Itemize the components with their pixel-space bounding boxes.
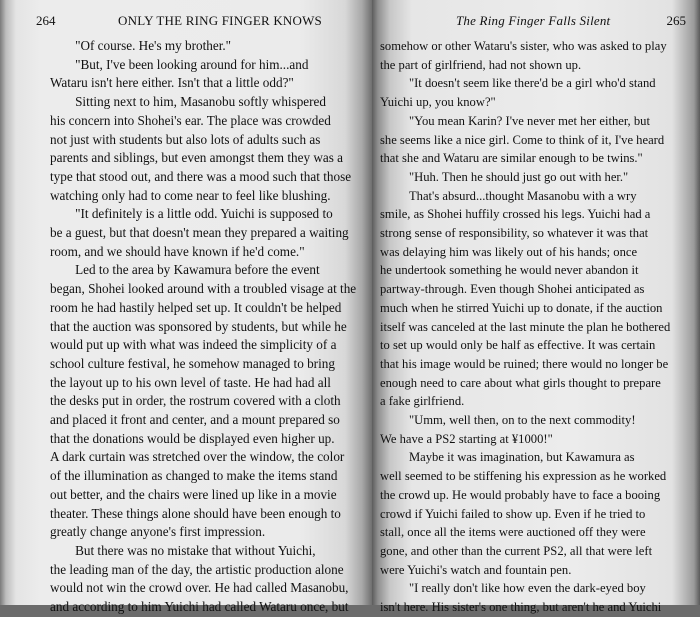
text-line: Maybe it was imagination, but Kawamura as xyxy=(408,450,635,465)
left-page-header xyxy=(36,13,360,37)
text-line: type that stood out, and there was a mood such that those xyxy=(50,168,352,184)
text-line: out better, and the chairs were lined up like in a movie xyxy=(50,486,337,502)
text-line: strong sense of responsibility, so whatever it was that xyxy=(380,226,649,241)
text-line: somehow or other Wataru's sister, who was asked to play xyxy=(380,39,667,53)
text-line: "But, I've been looking around for him...and xyxy=(75,56,309,72)
right-page-header xyxy=(380,13,692,37)
left-running-title: ONLY THE RING FINGER KNOWS xyxy=(118,13,322,28)
text-line: A dark curtain was stretched over the window, the color xyxy=(50,449,345,465)
right-running-title: The Ring Finger Falls Silent xyxy=(456,13,611,28)
text-line: that the auction was sponsored by students, but while he xyxy=(50,318,347,334)
right-page-number: 265 xyxy=(666,13,686,28)
text-line: would not win the crowd over. He had called Masanobu, xyxy=(50,580,349,596)
text-line: smile, as Shohei huffily crossed his legs. Yuichi had a xyxy=(380,207,651,222)
text-line: to set up would only be half as effective. It was certain xyxy=(380,338,656,353)
text-line: the desks put in order, the rostrum covered with a cloth xyxy=(50,393,341,409)
text-line: began, Shohei looked around with a troubled visage at the xyxy=(50,281,357,297)
text-line: and according to him Yuichi had called Wataru once, but xyxy=(50,599,349,615)
text-line: the layout up to his own level of taste. He had had all xyxy=(50,374,331,390)
text-line: much when he stirred Yuichi up to donate, if the auction xyxy=(380,300,663,315)
text-line: stall, once all the items were auctioned off they were xyxy=(380,525,646,540)
text-line: That's absurd...thought Masanobu with a wry xyxy=(408,188,637,203)
text-line: be a guest, but that doesn't mean they prepared a waiting xyxy=(50,225,349,241)
text-line: would put up with what was indeed the simplicity of a xyxy=(50,337,337,353)
text-line: "You mean Karin? I've never met her either, but xyxy=(408,113,650,128)
text-line: "It definitely is a little odd. Yuichi is supposed to xyxy=(75,206,333,222)
text-line: Wataru isn't here either. Isn't that a little odd?" xyxy=(50,75,294,91)
text-line: But there was no mistake that without Yuichi, xyxy=(75,542,316,558)
text-line: We have a PS2 starting at ¥1000!" xyxy=(380,431,553,446)
text-line: a fake girlfriend. xyxy=(380,394,465,409)
text-line: crowd if Yuichi failed to show up. Even if he tried to xyxy=(380,506,646,521)
text-line: school culture festival, he somehow managed to bring xyxy=(50,355,335,371)
text-line: of the illumination as changed to make the items stand xyxy=(50,468,338,484)
text-line: theater. These things alone should have been enough to xyxy=(50,505,341,521)
text-line: he undertook something he would never abandon it xyxy=(380,263,639,278)
text-line: room, and we should have known if he'd come." xyxy=(50,243,305,259)
text-line: the leading man of the day, the artistic production alone xyxy=(50,561,344,577)
text-line: the part of girlfriend, had not shown up. xyxy=(380,57,582,72)
text-line: Yuichi up, you know?" xyxy=(380,95,496,110)
text-line: and placed it front and center, and a mount prepared so xyxy=(50,412,340,428)
text-line: itself was canceled at the last minute the plan he bothered xyxy=(380,319,671,334)
text-line: partway-through. Even though Shohei anticipated as xyxy=(380,282,645,297)
text-line: "I really don't like how even the dark-eyed boy xyxy=(408,581,646,596)
text-line: watching only had to come near to feel like blushing. xyxy=(50,187,331,203)
text-line: that the donations would be displayed even higher up. xyxy=(50,430,335,446)
text-line: that his image would be ruined; there would no longer be xyxy=(380,356,669,371)
text-line: enough need to care about what girls thought to prepare xyxy=(380,375,661,390)
text-line: well seemed to be stiffening his expression as he worked xyxy=(380,469,667,484)
text-line: were Yuichi's watch and fountain pen. xyxy=(380,562,572,577)
text-line: "Of course. He's my brother." xyxy=(75,38,232,53)
text-line: the crowd up. He would probably have to face a booing xyxy=(380,487,661,502)
text-line: "It doesn't seem like there'd be a girl who'd stand xyxy=(408,76,656,91)
text-line: isn't here. His sister's one thing, but aren't he and Yuichi xyxy=(380,600,662,615)
text-line: his concern into Shohei's ear. The place was crowded xyxy=(50,112,331,128)
text-line: that she and Wataru are similar enough to be twins." xyxy=(380,151,643,166)
text-line: greatly change anyone's first impression. xyxy=(50,524,266,540)
right-page-text xyxy=(380,37,692,617)
text-line: gone, and other than the current PS2, all that were left xyxy=(380,543,653,558)
text-line: parents and siblings, but even amongst them they was a xyxy=(50,150,343,166)
left-page-text xyxy=(50,37,360,617)
text-line: not just with students but also lots of adults such as xyxy=(50,131,321,147)
left-page-number: 264 xyxy=(36,13,56,28)
text-line: Sitting next to him, Masanobu softly whispered xyxy=(75,94,326,110)
text-line: "Huh. Then he should just go out with her." xyxy=(408,169,629,184)
text-line: "Umm, well then, on to the next commodity! xyxy=(408,413,636,428)
right-page xyxy=(372,0,700,615)
text-line: was delaying him was likely out of his hands; once xyxy=(380,244,638,259)
text-line: she seems like a nice girl. Come to think of it, I've heard xyxy=(380,132,665,147)
text-line: Led to the area by Kawamura before the event xyxy=(75,262,320,278)
text-line: room he had hastily helped set up. It couldn't be helped xyxy=(50,299,342,315)
